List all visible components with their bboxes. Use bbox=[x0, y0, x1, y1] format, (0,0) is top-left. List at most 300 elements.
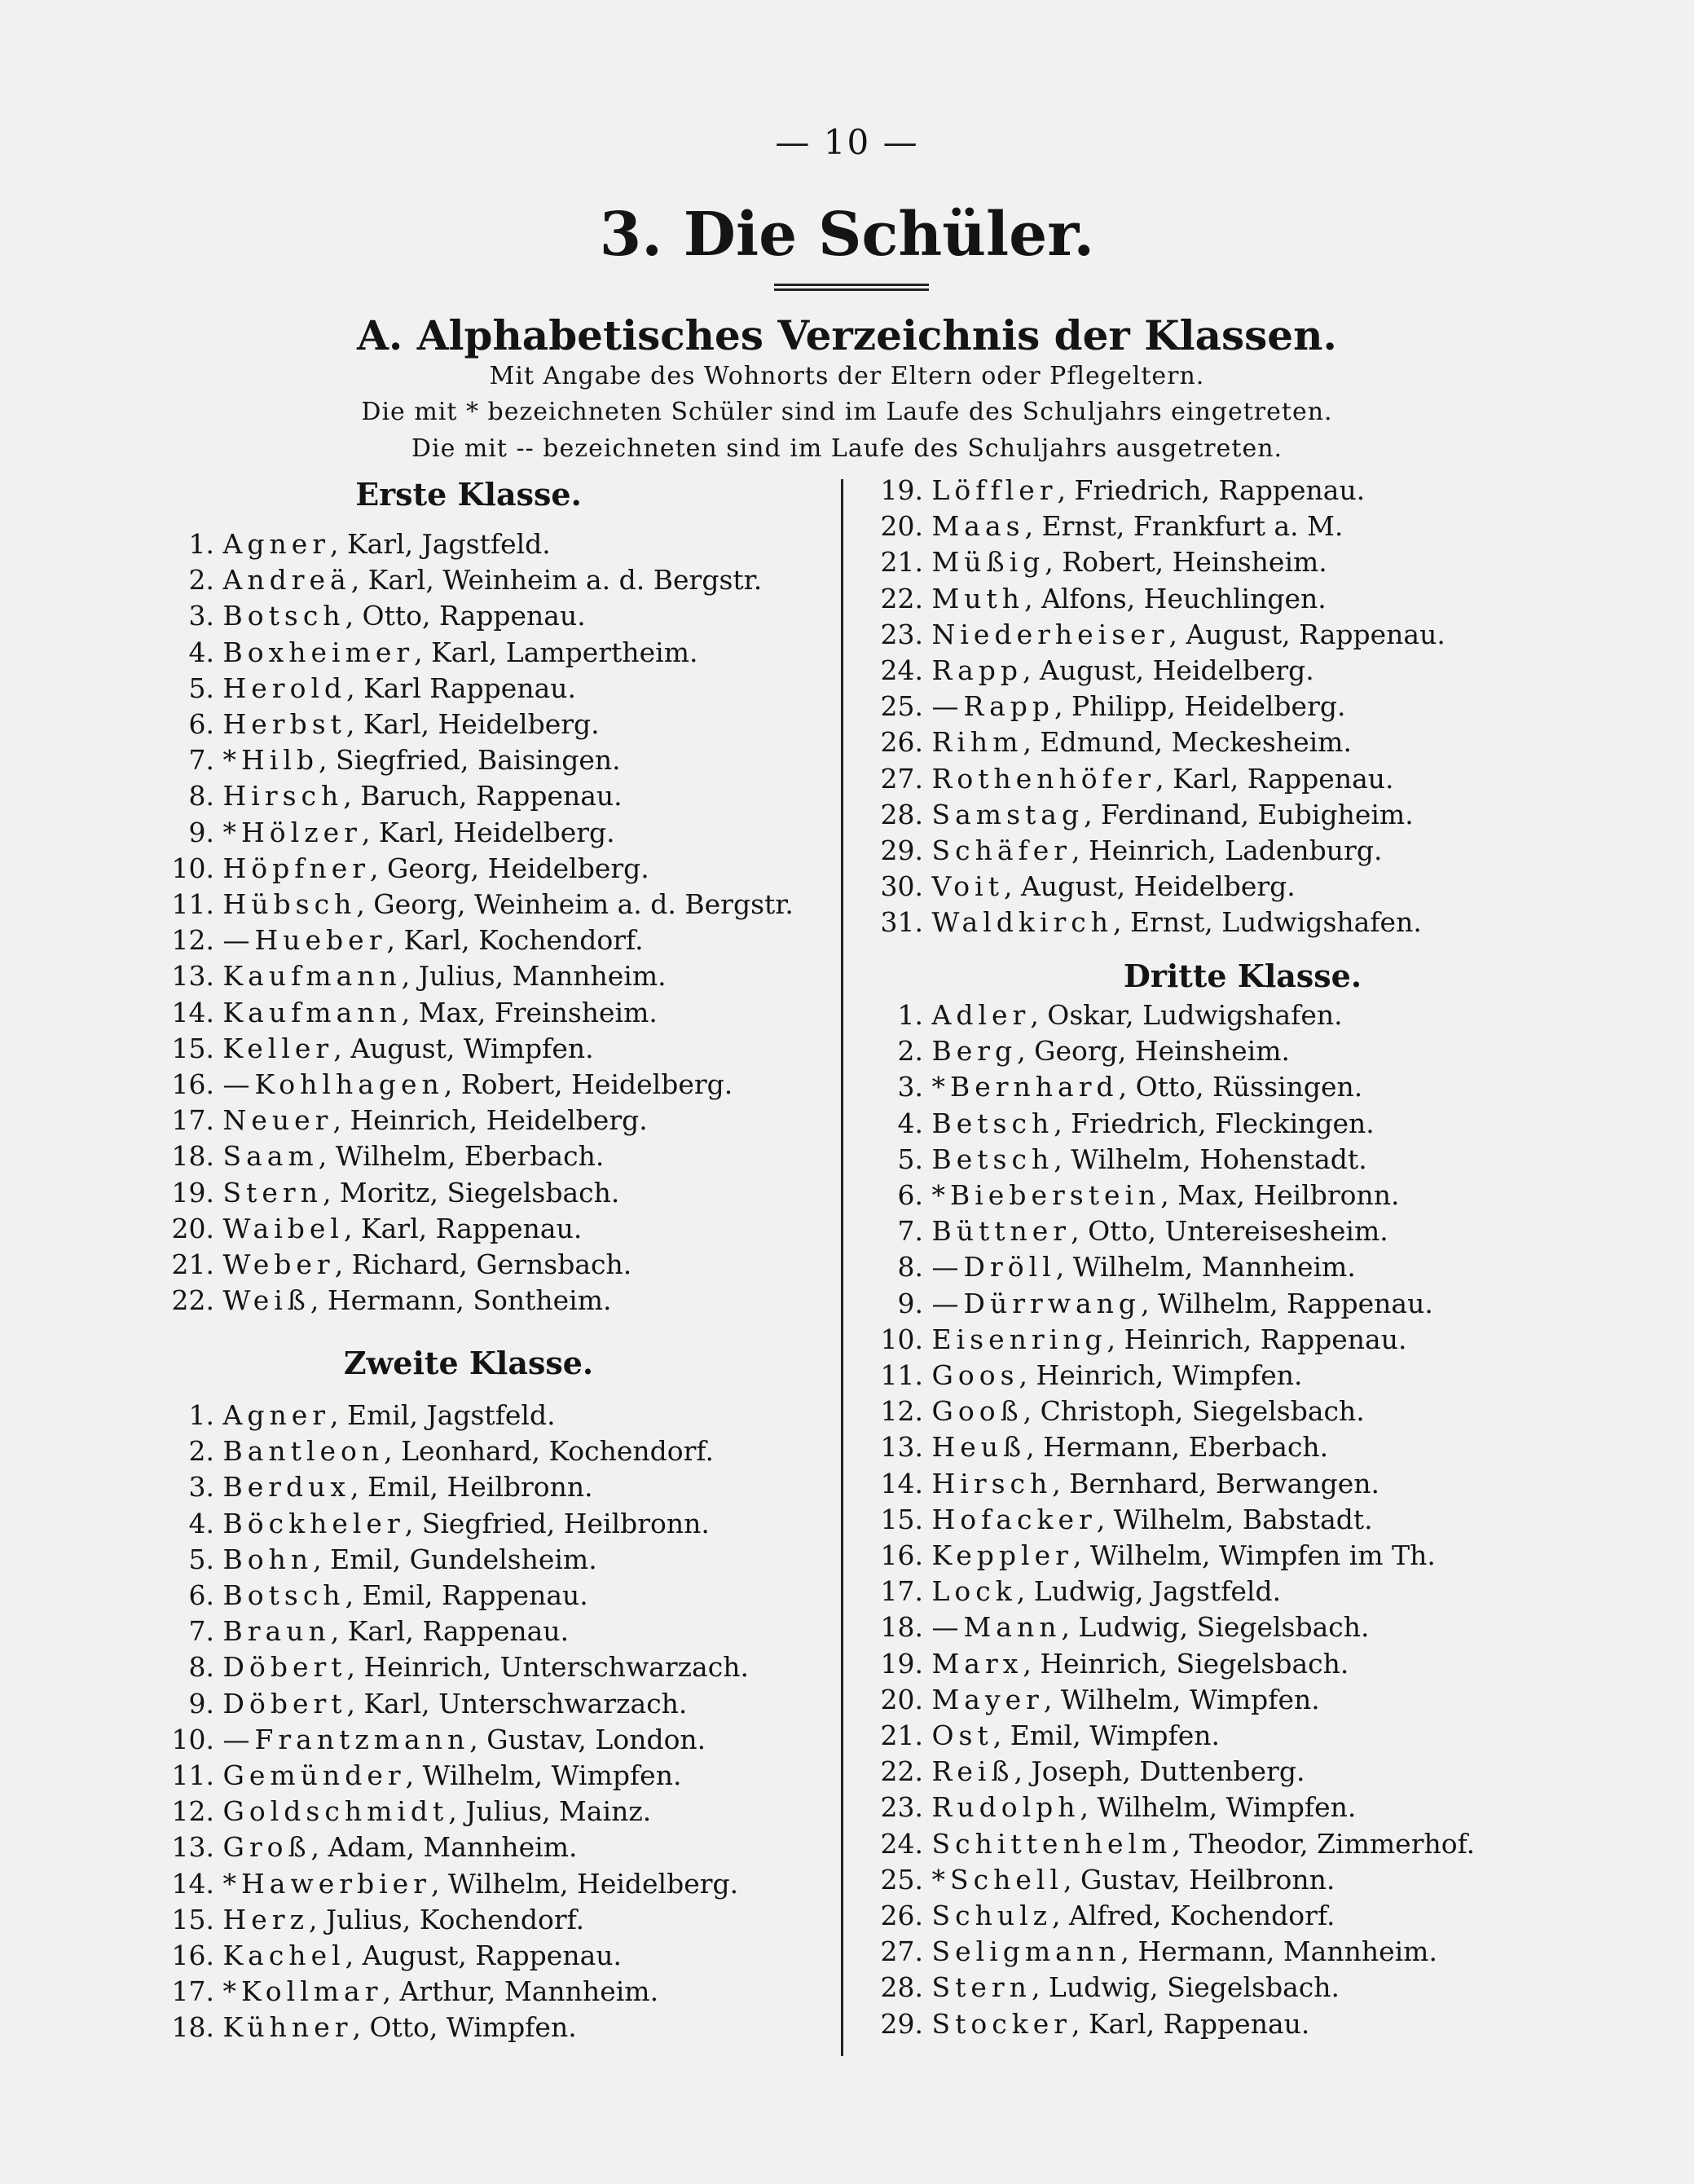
student-surname: Waldkirch bbox=[931, 906, 1113, 939]
student-details: , Karl Rappenau. bbox=[346, 671, 576, 704]
student-number: 26. bbox=[880, 1900, 923, 1931]
student-number: 26. bbox=[880, 726, 923, 759]
student-number: 24. bbox=[880, 654, 923, 686]
student-surname: Herbst bbox=[222, 708, 346, 740]
student-surname: Agner bbox=[222, 1399, 331, 1431]
section-title: A. Alphabetisches Verzeichnis der Klassen. bbox=[357, 311, 1337, 359]
student-details: , Georg, Heinsheim. bbox=[1017, 1035, 1290, 1068]
student-details: , August, Heidelberg. bbox=[1023, 654, 1314, 686]
student-entry bbox=[876, 546, 1327, 579]
student-number: 7. bbox=[188, 1615, 214, 1648]
student-surname: —Mann bbox=[931, 1611, 1062, 1644]
student-details: , Alfred, Kochendorf. bbox=[1052, 1900, 1335, 1931]
student-entry bbox=[876, 834, 1382, 867]
student-details: , Moritz, Siegelsbach. bbox=[322, 1176, 620, 1209]
title-rule bbox=[774, 284, 929, 291]
student-surname: Rudolph bbox=[931, 1791, 1080, 1824]
student-surname: *Hilb bbox=[222, 744, 319, 777]
student-surname: Voit bbox=[931, 870, 1004, 903]
student-entry bbox=[167, 1068, 733, 1101]
student-surname: Schäfer bbox=[931, 834, 1072, 866]
student-details: , Robert, Heidelberg. bbox=[443, 1068, 733, 1100]
student-entry bbox=[876, 1900, 1335, 1932]
student-number: 9. bbox=[188, 816, 214, 848]
student-surname: Kachel bbox=[222, 1940, 345, 1971]
student-surname: —Kohlhagen bbox=[222, 1068, 444, 1100]
student-surname: Lock bbox=[931, 1575, 1017, 1608]
student-entry bbox=[876, 906, 1422, 939]
student-surname: Büttner bbox=[931, 1215, 1071, 1248]
student-details: , Karl, Rappenau. bbox=[344, 1212, 583, 1244]
student-number: 13. bbox=[171, 1831, 214, 1864]
student-number: 27. bbox=[880, 762, 923, 795]
student-entry bbox=[167, 1795, 651, 1828]
student-surname: Samstag bbox=[931, 798, 1085, 830]
student-entry bbox=[876, 1828, 1475, 1860]
student-surname: Keppler bbox=[931, 1539, 1073, 1571]
note-entered: Die mit * bezeichneten Schüler sind im Laufe des Schuljahrs eingetreten. bbox=[361, 398, 1333, 426]
student-surname: Saam bbox=[222, 1140, 319, 1173]
student-number: 27. bbox=[880, 1935, 923, 1968]
student-entry bbox=[876, 763, 1394, 795]
student-number: 11. bbox=[880, 1359, 923, 1391]
student-details: , Emil, Rappenau. bbox=[345, 1579, 588, 1611]
student-details: , Otto, Untereisesheim. bbox=[1071, 1215, 1388, 1248]
student-details: , Ludwig, Siegelsbach. bbox=[1061, 1611, 1370, 1644]
student-surname: Heuß bbox=[931, 1431, 1027, 1464]
student-details: , Emil, Heilbronn. bbox=[350, 1471, 593, 1504]
note-left: Die mit -- bezeichneten sind im Laufe des Schuljahrs ausgetreten. bbox=[411, 434, 1283, 463]
student-details: , August, Rappenau. bbox=[1168, 618, 1445, 650]
student-entry bbox=[876, 510, 1343, 543]
student-surname: Rothenhöfer bbox=[931, 762, 1156, 795]
student-details: , Georg, Heidelberg. bbox=[370, 852, 649, 884]
student-details: , Karl, Lampertheim. bbox=[414, 636, 698, 668]
student-number: 19. bbox=[171, 1176, 214, 1209]
student-details: , Heinrich, Unterschwarzach. bbox=[346, 1651, 749, 1684]
student-number: 20. bbox=[880, 510, 923, 543]
student-entry bbox=[876, 1684, 1320, 1716]
student-surname: Schulz bbox=[931, 1900, 1053, 1931]
student-number: 12. bbox=[880, 1395, 923, 1428]
student-number: 18. bbox=[171, 2011, 214, 2044]
student-surname: Groß bbox=[222, 1831, 311, 1864]
student-number: 3. bbox=[188, 600, 214, 632]
student-number: 15. bbox=[171, 1903, 214, 1935]
student-number: 2. bbox=[188, 1435, 214, 1468]
student-details: , Hermann, Sontheim. bbox=[310, 1284, 612, 1317]
student-entry bbox=[876, 870, 1296, 903]
student-number: 6. bbox=[188, 1579, 214, 1611]
student-entry bbox=[876, 799, 1414, 831]
student-details: , Emil, Gundelsheim. bbox=[313, 1543, 597, 1575]
student-surname: Weber bbox=[222, 1248, 335, 1280]
student-entry bbox=[876, 1035, 1290, 1068]
klasse-heading-zweite: Zweite Klasse. bbox=[343, 1345, 594, 1381]
klasse-heading-erste: Erste Klasse. bbox=[355, 476, 582, 513]
student-details: , August, Heidelberg. bbox=[1004, 870, 1296, 903]
student-surname: Braun bbox=[222, 1615, 331, 1648]
student-entry bbox=[876, 1755, 1305, 1788]
student-number: 16. bbox=[171, 1068, 214, 1100]
student-number: 24. bbox=[880, 1827, 923, 1860]
student-surname: Rapp bbox=[931, 654, 1023, 686]
student-details: , Karl, Heidelberg. bbox=[361, 816, 615, 848]
student-number: 14. bbox=[171, 1867, 214, 1900]
student-details: , Wilhelm, Wimpfen. bbox=[1080, 1791, 1357, 1824]
student-entry bbox=[167, 960, 667, 993]
student-entry bbox=[876, 1504, 1373, 1536]
student-entry bbox=[167, 1399, 556, 1432]
student-entry bbox=[167, 852, 649, 885]
student-entry bbox=[876, 1864, 1335, 1896]
student-number: 11. bbox=[171, 1759, 214, 1791]
student-entry bbox=[167, 744, 621, 777]
student-surname: —Dürrwang bbox=[931, 1287, 1142, 1319]
student-details: , Max, Freinsheim. bbox=[401, 996, 658, 1028]
student-details: , Otto, Rüssingen. bbox=[1118, 1071, 1363, 1103]
student-number: 16. bbox=[880, 1539, 923, 1571]
student-surname: Marx bbox=[931, 1647, 1023, 1680]
student-number: 11. bbox=[171, 888, 214, 920]
student-surname: Seligmann bbox=[931, 1935, 1121, 1968]
student-number: 17. bbox=[171, 1104, 214, 1137]
student-details: , Siegfried, Heilbronn. bbox=[404, 1507, 710, 1539]
student-surname: Waibel bbox=[222, 1212, 344, 1244]
student-surname: Niederheiser bbox=[931, 618, 1169, 650]
student-number: 4. bbox=[897, 1107, 923, 1139]
student-number: 19. bbox=[880, 1647, 923, 1680]
student-number: 16. bbox=[171, 1940, 214, 1971]
student-surname: Weiß bbox=[222, 1284, 310, 1317]
student-entry bbox=[167, 1724, 706, 1756]
student-number: 19. bbox=[880, 474, 923, 506]
student-number: 7. bbox=[188, 744, 214, 777]
student-details: , Wilhelm, Eberbach. bbox=[318, 1140, 605, 1173]
student-details: , Siegfried, Baisingen. bbox=[319, 744, 621, 777]
student-details: , Christoph, Siegelsbach. bbox=[1023, 1395, 1365, 1428]
student-number: 28. bbox=[880, 1971, 923, 2004]
student-entry bbox=[876, 999, 1343, 1032]
student-details: , Wilhelm, Hohenstadt. bbox=[1054, 1143, 1367, 1175]
student-entry bbox=[167, 564, 762, 597]
student-entry bbox=[167, 708, 600, 741]
student-surname: Betsch bbox=[931, 1143, 1054, 1175]
student-details: , Philipp, Heidelberg. bbox=[1054, 690, 1346, 723]
student-details: , August, Rappenau. bbox=[345, 1940, 623, 1971]
note-residence: Mit Angabe des Wohnorts der Eltern oder Pflegeltern. bbox=[489, 362, 1205, 390]
student-entry bbox=[167, 1651, 749, 1684]
student-number: 15. bbox=[171, 1032, 214, 1064]
student-details: , Gustav, Heilbronn. bbox=[1063, 1863, 1335, 1896]
student-surname: *Hawerbier bbox=[222, 1867, 431, 1900]
student-entry bbox=[876, 1288, 1433, 1320]
student-entry bbox=[876, 1395, 1365, 1428]
student-details: , Friedrich, Rappenau. bbox=[1057, 474, 1366, 506]
student-details: , Otto, Rappenau. bbox=[345, 600, 586, 632]
student-surname: Döbert bbox=[222, 1651, 347, 1684]
student-number: 5. bbox=[188, 671, 214, 704]
student-surname: Müßig bbox=[931, 546, 1045, 579]
page-number: — 10 — bbox=[775, 122, 919, 162]
student-entry bbox=[876, 1539, 1436, 1572]
student-number: 14. bbox=[880, 1467, 923, 1499]
student-number: 29. bbox=[880, 2007, 923, 2040]
student-surname: Reiß bbox=[931, 1755, 1014, 1788]
student-number: 14. bbox=[171, 996, 214, 1028]
student-entry bbox=[876, 1143, 1367, 1176]
student-number: 29. bbox=[880, 834, 923, 866]
student-surname: *Kollmar bbox=[222, 1975, 383, 2008]
student-details: , Julius, Mainz. bbox=[448, 1795, 652, 1828]
student-entry bbox=[167, 1508, 710, 1540]
student-entry bbox=[876, 1611, 1370, 1644]
student-entry bbox=[167, 1471, 593, 1504]
student-surname: Stocker bbox=[931, 2007, 1072, 2040]
student-number: 13. bbox=[171, 960, 214, 993]
student-number: 9. bbox=[188, 1687, 214, 1719]
student-number: 25. bbox=[880, 690, 923, 723]
student-number: 15. bbox=[880, 1503, 923, 1535]
student-number: 17. bbox=[171, 1975, 214, 2008]
student-number: 7. bbox=[897, 1215, 923, 1248]
student-entry bbox=[876, 1431, 1328, 1464]
student-surname: Ost bbox=[931, 1719, 993, 1751]
student-details: , Richard, Gernsbach. bbox=[334, 1248, 632, 1280]
student-details: , Oskar, Ludwigshafen. bbox=[1030, 999, 1343, 1031]
student-details: , Heinrich, Heidelberg. bbox=[332, 1104, 648, 1137]
student-entry bbox=[167, 817, 615, 849]
student-number: 1. bbox=[188, 1399, 214, 1431]
student-number: 22. bbox=[171, 1284, 214, 1317]
student-details: , Heinrich, Siegelsbach. bbox=[1023, 1647, 1349, 1680]
student-number: 21. bbox=[880, 546, 923, 579]
student-number: 4. bbox=[188, 636, 214, 668]
student-number: 22. bbox=[880, 1755, 923, 1788]
student-number: 8. bbox=[188, 780, 214, 812]
student-details: , Karl, Jagstfeld. bbox=[330, 528, 551, 560]
student-surname: Andreä bbox=[222, 564, 351, 597]
student-surname: —Dröll bbox=[931, 1251, 1056, 1284]
student-number: 18. bbox=[171, 1140, 214, 1173]
student-number: 6. bbox=[897, 1179, 923, 1211]
student-entry bbox=[167, 1140, 604, 1173]
student-details: , Leonhard, Kochendorf. bbox=[384, 1435, 714, 1468]
student-surname: Betsch bbox=[931, 1107, 1054, 1139]
student-details: , Robert, Heinsheim. bbox=[1045, 546, 1327, 579]
student-surname: Boxheimer bbox=[222, 636, 415, 668]
student-entry bbox=[876, 1468, 1379, 1500]
student-entry bbox=[876, 474, 1365, 507]
student-number: 10. bbox=[171, 1723, 214, 1755]
student-entry bbox=[167, 780, 623, 812]
student-details: , Wilhelm, Wimpfen. bbox=[1043, 1683, 1320, 1715]
student-details: , Edmund, Meckesheim. bbox=[1023, 726, 1352, 759]
student-entry bbox=[876, 1575, 1281, 1608]
student-details: , Baruch, Rappenau. bbox=[343, 780, 623, 812]
student-entry bbox=[167, 1940, 622, 1972]
student-details: , Wilhelm, Babstadt. bbox=[1096, 1503, 1373, 1535]
student-details: , Karl, Rappenau. bbox=[330, 1615, 570, 1648]
student-surname: Botsch bbox=[222, 600, 345, 632]
student-surname: Bantleon bbox=[222, 1435, 385, 1468]
student-entry bbox=[876, 1648, 1349, 1680]
student-surname: Mayer bbox=[931, 1683, 1044, 1715]
student-number: 1. bbox=[188, 528, 214, 560]
student-details: , Ferdinand, Eubigheim. bbox=[1084, 798, 1414, 830]
student-entry bbox=[167, 1213, 582, 1245]
student-entry bbox=[167, 1688, 687, 1720]
student-entry bbox=[167, 1759, 681, 1792]
student-details: , Wilhelm, Wimpfen. bbox=[405, 1759, 682, 1791]
page-title: 3. Die Schüler. bbox=[599, 200, 1095, 270]
student-details: , Otto, Wimpfen. bbox=[352, 2011, 577, 2044]
student-entry bbox=[167, 528, 551, 561]
student-number: 9. bbox=[897, 1287, 923, 1319]
student-entry bbox=[167, 1104, 648, 1137]
student-number: 3. bbox=[897, 1071, 923, 1103]
student-details: , Gustav, London. bbox=[469, 1723, 706, 1755]
student-details: , Georg, Weinheim a. d. Bergstr. bbox=[356, 888, 794, 920]
student-details: , Ludwig, Jagstfeld. bbox=[1016, 1575, 1282, 1608]
student-entry bbox=[876, 1719, 1220, 1752]
student-details: , Karl, Rappenau. bbox=[1071, 2007, 1310, 2040]
student-entry bbox=[876, 1971, 1340, 2004]
student-number: 3. bbox=[188, 1471, 214, 1504]
student-surname: Hirsch bbox=[222, 780, 344, 812]
student-surname: Löffler bbox=[931, 474, 1058, 506]
student-number: 10. bbox=[171, 852, 214, 884]
student-entry bbox=[167, 1615, 569, 1648]
student-details: , Wilhelm, Wimpfen im Th. bbox=[1072, 1539, 1436, 1571]
student-entry bbox=[167, 2011, 577, 2044]
student-surname: —Rapp bbox=[931, 690, 1055, 723]
student-surname: Kühner bbox=[222, 2011, 353, 2044]
student-surname: Goldschmidt bbox=[222, 1795, 449, 1828]
student-entry bbox=[876, 1323, 1406, 1356]
student-number: 5. bbox=[897, 1143, 923, 1175]
student-number: 21. bbox=[171, 1248, 214, 1280]
column-divider bbox=[841, 479, 843, 2056]
student-surname: Schittenhelm bbox=[931, 1827, 1173, 1860]
student-surname: *Bieberstein bbox=[931, 1179, 1161, 1211]
student-number: 18. bbox=[880, 1611, 923, 1644]
student-entry bbox=[167, 1543, 597, 1576]
student-surname: Herold bbox=[222, 671, 347, 704]
student-surname: Rihm bbox=[931, 726, 1023, 759]
student-number: 20. bbox=[880, 1683, 923, 1715]
student-surname: —Hueber bbox=[222, 924, 387, 957]
student-details: , Theodor, Zimmerhof. bbox=[1172, 1827, 1476, 1860]
student-entry bbox=[876, 619, 1445, 651]
student-number: 23. bbox=[880, 618, 923, 650]
student-details: , Hermann, Mannheim. bbox=[1120, 1935, 1437, 1968]
student-details: , Emil, Wimpfen. bbox=[992, 1719, 1221, 1751]
student-entry bbox=[167, 888, 794, 921]
student-surname: Agner bbox=[222, 528, 331, 560]
student-entry bbox=[876, 1215, 1388, 1248]
student-details: , Karl, Heidelberg. bbox=[345, 708, 600, 740]
student-number: 28. bbox=[880, 798, 923, 830]
student-entry bbox=[167, 1284, 611, 1317]
student-surname: Adler bbox=[931, 999, 1031, 1031]
student-surname: Hirsch bbox=[931, 1467, 1053, 1499]
student-surname: Stern bbox=[931, 1971, 1032, 2004]
student-number: 12. bbox=[171, 1795, 214, 1828]
student-details: , Wilhelm, Mannheim. bbox=[1055, 1251, 1356, 1284]
student-entry bbox=[876, 1791, 1356, 1824]
student-details: , Karl, Rappenau. bbox=[1155, 762, 1394, 795]
student-entry bbox=[876, 690, 1345, 723]
student-surname: Bohn bbox=[222, 1543, 314, 1575]
student-entry bbox=[167, 1904, 584, 1936]
student-surname: Kaufmann bbox=[222, 960, 402, 993]
student-number: 12. bbox=[171, 924, 214, 957]
student-number: 2. bbox=[897, 1035, 923, 1068]
student-surname: Berdux bbox=[222, 1471, 351, 1504]
student-surname: *Schell bbox=[931, 1863, 1063, 1896]
student-details: , Friedrich, Fleckingen. bbox=[1054, 1107, 1375, 1139]
student-details: , Heinrich, Rappenau. bbox=[1107, 1323, 1407, 1355]
student-entry bbox=[167, 1975, 658, 2008]
student-details: , Hermann, Eberbach. bbox=[1026, 1431, 1329, 1464]
student-details: , Heinrich, Wimpfen. bbox=[1019, 1359, 1303, 1391]
student-surname: Goos bbox=[931, 1359, 1019, 1391]
student-number: 22. bbox=[880, 582, 923, 614]
student-number: 30. bbox=[880, 870, 923, 903]
student-number: 13. bbox=[880, 1431, 923, 1464]
student-details: , August, Wimpfen. bbox=[333, 1032, 594, 1064]
student-details: , Wilhelm, Heidelberg. bbox=[431, 1867, 739, 1900]
student-details: , Julius, Mannheim. bbox=[401, 960, 667, 993]
student-details: , Ernst, Frankfurt a. M. bbox=[1024, 510, 1344, 543]
student-surname: Berg bbox=[931, 1035, 1018, 1068]
student-number: 31. bbox=[880, 906, 923, 939]
student-entry bbox=[876, 1359, 1302, 1392]
student-surname: Eisenring bbox=[931, 1323, 1107, 1355]
student-entry bbox=[167, 1033, 594, 1065]
student-details: , Karl, Weinheim a. d. Bergstr. bbox=[350, 564, 763, 597]
student-number: 20. bbox=[171, 1212, 214, 1244]
student-surname: *Hölzer bbox=[222, 816, 362, 848]
student-number: 8. bbox=[897, 1251, 923, 1284]
student-entry bbox=[876, 1107, 1375, 1140]
student-details: , Arthur, Mannheim. bbox=[382, 1975, 659, 2008]
student-surname: Neuer bbox=[222, 1104, 333, 1137]
student-surname: Herz bbox=[222, 1903, 309, 1935]
student-entry bbox=[167, 1831, 578, 1864]
student-number: 23. bbox=[880, 1791, 923, 1824]
student-surname: Böckheler bbox=[222, 1507, 405, 1539]
klasse-heading-dritte: Dritte Klasse. bbox=[1123, 958, 1362, 994]
student-details: , Ludwig, Siegelsbach. bbox=[1031, 1971, 1340, 2004]
student-surname: Muth bbox=[931, 582, 1025, 614]
student-entry bbox=[167, 997, 658, 1029]
student-surname: Kaufmann bbox=[222, 996, 402, 1028]
student-entry bbox=[876, 654, 1314, 687]
student-surname: Höpfner bbox=[222, 852, 371, 884]
student-details: , Adam, Mannheim. bbox=[310, 1831, 578, 1864]
student-number: 1. bbox=[897, 999, 923, 1031]
student-surname: Maas bbox=[931, 510, 1025, 543]
student-details: , Bernhard, Berwangen. bbox=[1052, 1467, 1380, 1499]
student-entry bbox=[876, 726, 1352, 759]
student-surname: Hübsch bbox=[222, 888, 357, 920]
student-number: 8. bbox=[188, 1651, 214, 1684]
student-details: , Karl, Unterschwarzach. bbox=[346, 1687, 688, 1719]
student-details: , Joseph, Duttenberg. bbox=[1014, 1755, 1305, 1788]
student-surname: Gooß bbox=[931, 1395, 1023, 1428]
